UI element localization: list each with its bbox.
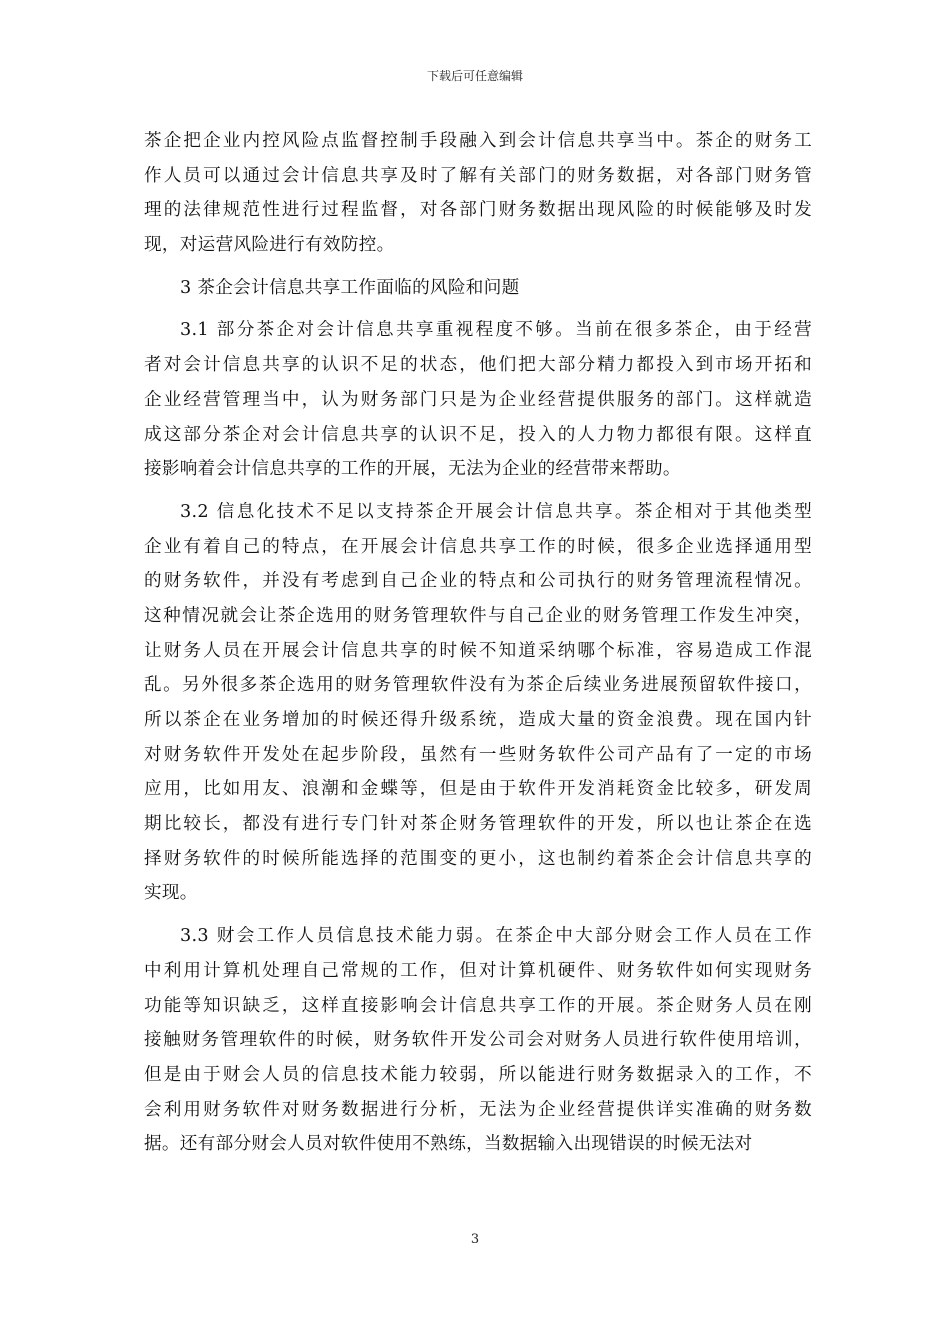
text-line: 功能等知识缺乏，这样直接影响会计信息共享工作的开展。茶企财务人员在刚 [144, 995, 812, 1016]
paragraph [144, 271, 812, 306]
text-line: 茶企把企业内控风险点监督控制手段融入到会计信息共享当中。茶企的财务工 [144, 131, 812, 151]
text-line: 者对会计信息共享的认识不足的状态，他们把大部分精力都投入到市场开拓和 [144, 355, 812, 376]
page-number: 3 [470, 1232, 480, 1247]
text-line: 但是由于财会人员的信息技术能力较弱，所以能进行财务数据录入的工作，不 [144, 1064, 812, 1085]
paragraph [144, 919, 812, 1162]
text-line: 现，对运营风险进行有效防控。 [144, 235, 395, 256]
text-line: 应用，比如用友、浪潮和金蝶等，但是由于软件开发消耗资金比较多，研发周 [144, 779, 812, 800]
text-line: 所以茶企在业务增加的时候还得升级系统，造成大量的资金浪费。现在国内针 [144, 710, 812, 730]
text-line: 接触财务管理软件的时候，财务软件开发公司会对财务人员进行软件使用培训， [144, 1030, 812, 1051]
text-line: 实现。 [144, 883, 198, 904]
paragraph [144, 313, 812, 486]
text-line: 作人员可以通过会计信息共享及时了解有关部门的财务数据，对各部门财务管 [144, 165, 812, 186]
text-line: 3.1 部分茶企对会计信息共享重视程度不够。当前在很多茶企，由于经营 [180, 320, 812, 341]
paragraph [144, 495, 812, 911]
text-line: 对财务软件开发处在起步阶段，虽然有一些财务软件公司产品有了一定的市场 [144, 744, 812, 765]
text-line: 这种情况就会让茶企选用的财务管理软件与自己企业的财务管理工作发生冲突， [144, 605, 812, 626]
text-line: 接影响着会计信息共享的工作的开展，无法为企业的经营带来帮助。 [144, 459, 681, 480]
text-line: 3.2 信息化技术不足以支持茶企开展会计信息共享。茶企相对于其他类型 [180, 501, 812, 522]
text-line: 会利用财务软件对财务数据进行分析，无法为企业经营提供详实准确的财务数 [144, 1099, 812, 1120]
text-line: 择财务软件的时候所能选择的范围变的更小，这也制约着茶企会计信息共享的 [144, 848, 812, 869]
text-line: 期比较长，都没有进行专门针对茶企财务管理软件的开发，所以也让茶企在选 [144, 814, 812, 835]
text-line: 乱。另外很多茶企选用的财务管理软件没有为茶企后续业务进展预留软件接口， [144, 675, 812, 696]
text-line: 据。还有部分财会人员对软件使用不熟练，当数据输入出现错误的时候无法对 [144, 1134, 753, 1155]
page-header: 下载后可任意编辑 [426, 69, 523, 83]
text-line: 3.3 财会工作人员信息技术能力弱。在茶企中大部分财会工作人员在工作 [180, 926, 812, 947]
text-line: 中利用计算机处理自己常规的工作，但对计算机硬件、财务软件如何实现财务 [144, 960, 812, 981]
text-line: 让财务人员在开展会计信息共享的时候不知道采纳哪个标准，容易造成工作混 [144, 640, 812, 661]
document-body [144, 124, 812, 1162]
paragraph [144, 124, 812, 263]
text-line: 的财务软件，并没有考虑到自己企业的特点和公司执行的财务管理流程情况。 [144, 571, 812, 592]
text-line: 企业有着自己的特点，在开展会计信息共享工作的时候，很多企业选择通用型 [144, 536, 812, 557]
text-line: 理的法律规范性进行过程监督，对各部门财务数据出现风险的时候能够及时发 [144, 200, 812, 221]
text-line: 3 茶企会计信息共享工作面临的风险和问题 [180, 277, 520, 298]
text-line: 企业经营管理当中，认为财务部门只是为企业经营提供服务的部门。这样就造 [144, 389, 812, 410]
text-line: 成这部分茶企对会计信息共享的认识不足，投入的人力物力都很有限。这样直 [144, 424, 812, 445]
